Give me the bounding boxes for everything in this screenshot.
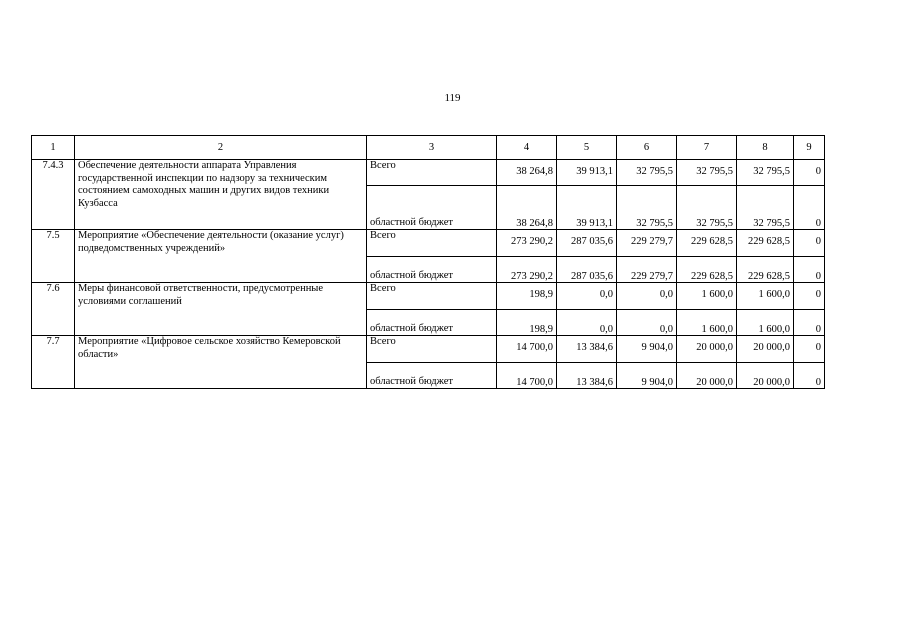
- table-row: [32, 230, 825, 257]
- value-cell: 39 913,1: [557, 186, 617, 230]
- funding-source: Всего: [367, 160, 497, 186]
- header-cell: 7: [677, 136, 737, 160]
- row-code: 7.7: [32, 336, 75, 389]
- value-cell: 9 904,0: [617, 363, 677, 389]
- header-cell: 6: [617, 136, 677, 160]
- funding-source: Всего: [367, 230, 497, 257]
- value-cell: 0,0: [557, 310, 617, 336]
- page-number: 119: [444, 92, 461, 104]
- funding-source: областной бюджет: [367, 186, 497, 230]
- value-cell: 0: [794, 336, 825, 363]
- value-cell: 0,0: [557, 283, 617, 310]
- value-cell: 13 384,6: [557, 336, 617, 363]
- value-cell: 0: [794, 363, 825, 389]
- row-name: Мероприятие «Обеспечение деятельности (оказание услуг) подведомственных учреждений»: [75, 230, 367, 283]
- value-cell: 32 795,5: [617, 186, 677, 230]
- funding-source: областной бюджет: [367, 310, 497, 336]
- row-code: 7.5: [32, 230, 75, 283]
- value-cell: 0,0: [617, 310, 677, 336]
- row-name: Обеспечение деятельности аппарата Управления государственной инспекции по надзору за техническим состоянием самоходных машин и других видов техники Кузбасса: [75, 160, 367, 230]
- value-cell: 32 795,5: [737, 186, 794, 230]
- value-cell: 0,0: [617, 283, 677, 310]
- table-row: [32, 283, 825, 310]
- value-cell: 1 600,0: [677, 283, 737, 310]
- value-cell: 0: [794, 310, 825, 336]
- value-cell: 39 913,1: [557, 160, 617, 186]
- funding-source: областной бюджет: [367, 257, 497, 283]
- value-cell: 0: [794, 160, 825, 186]
- header-cell: 2: [75, 136, 367, 160]
- row-name: Мероприятие «Цифровое сельское хозяйство Кемеровской области»: [75, 336, 367, 389]
- value-cell: 198,9: [497, 310, 557, 336]
- table-row: [32, 160, 825, 186]
- header-cell: 1: [32, 136, 75, 160]
- header-row: [32, 136, 825, 160]
- value-cell: 229 628,5: [677, 230, 737, 257]
- value-cell: 20 000,0: [737, 336, 794, 363]
- header-cell: 5: [557, 136, 617, 160]
- row-code: 7.6: [32, 283, 75, 336]
- value-cell: 38 264,8: [497, 186, 557, 230]
- value-cell: 1 600,0: [737, 283, 794, 310]
- value-cell: 287 035,6: [557, 230, 617, 257]
- value-cell: 38 264,8: [497, 160, 557, 186]
- value-cell: 1 600,0: [737, 310, 794, 336]
- value-cell: 20 000,0: [737, 363, 794, 389]
- value-cell: 14 700,0: [497, 336, 557, 363]
- value-cell: 273 290,2: [497, 257, 557, 283]
- value-cell: 20 000,0: [677, 336, 737, 363]
- value-cell: 0: [794, 230, 825, 257]
- value-cell: 32 795,5: [737, 160, 794, 186]
- funding-source: областной бюджет: [367, 363, 497, 389]
- value-cell: 32 795,5: [677, 186, 737, 230]
- value-cell: 13 384,6: [557, 363, 617, 389]
- value-cell: 32 795,5: [617, 160, 677, 186]
- value-cell: 0: [794, 283, 825, 310]
- value-cell: 9 904,0: [617, 336, 677, 363]
- header-cell: 4: [497, 136, 557, 160]
- value-cell: 20 000,0: [677, 363, 737, 389]
- row-name: Меры финансовой ответственности, предусмотренные условиями соглашений: [75, 283, 367, 336]
- value-cell: 229 628,5: [737, 230, 794, 257]
- value-cell: 229 628,5: [737, 257, 794, 283]
- funding-source: Всего: [367, 283, 497, 310]
- value-cell: 14 700,0: [497, 363, 557, 389]
- header-cell: 9: [794, 136, 825, 160]
- value-cell: 198,9: [497, 283, 557, 310]
- value-cell: 229 628,5: [677, 257, 737, 283]
- header-cell: 3: [367, 136, 497, 160]
- value-cell: 229 279,7: [617, 257, 677, 283]
- value-cell: 229 279,7: [617, 230, 677, 257]
- funding-source: Всего: [367, 336, 497, 363]
- value-cell: 287 035,6: [557, 257, 617, 283]
- value-cell: 32 795,5: [677, 160, 737, 186]
- value-cell: 0: [794, 186, 825, 230]
- value-cell: 273 290,2: [497, 230, 557, 257]
- budget-table: [31, 135, 825, 389]
- table-row: [32, 336, 825, 363]
- value-cell: 1 600,0: [677, 310, 737, 336]
- row-code: 7.4.3: [32, 160, 75, 230]
- value-cell: 0: [794, 257, 825, 283]
- header-cell: 8: [737, 136, 794, 160]
